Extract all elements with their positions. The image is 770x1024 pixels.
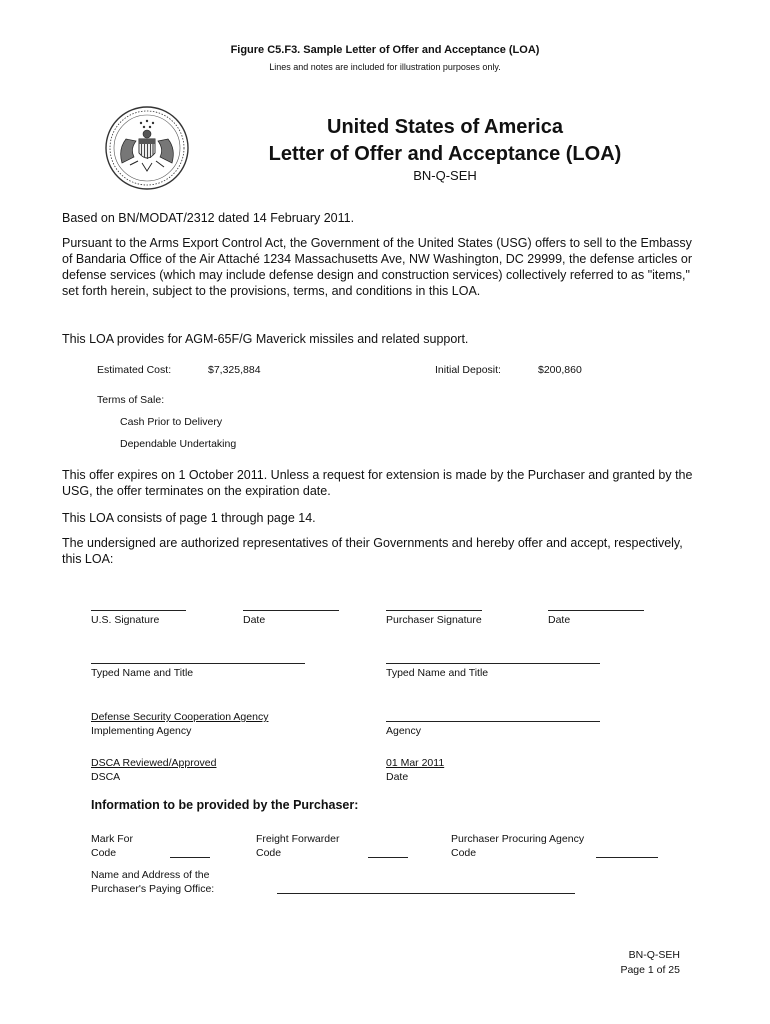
figure-caption: Figure C5.F3. Sample Letter of Offer and Acceptance (LOA) — [230, 44, 540, 56]
estimated-cost-label: Estimated Cost: — [97, 364, 172, 376]
paying-office-label-2: Purchaser's Paying Office: — [91, 883, 215, 895]
implementing-agency-label: Implementing Agency — [91, 725, 192, 737]
terms-item: Cash Prior to Delivery — [120, 416, 223, 428]
offer-expires-paragraph: This offer expires on 1 October 2011. Unless a request for extension is made by the Purchaser and granted by the USG, the offer terminates on the expiration date. — [62, 468, 693, 498]
date-line-2[interactable] — [548, 610, 644, 611]
date-label-1: Date — [243, 614, 266, 626]
us-signature-label: U.S. Signature — [91, 614, 160, 626]
case-id: BN-Q-SEH — [413, 168, 477, 183]
pages-text: This LOA consists of page 1 through page 14. — [62, 511, 316, 525]
initial-deposit-label: Initial Deposit: — [435, 364, 501, 376]
purchaser-signature-line[interactable] — [386, 610, 482, 611]
approved-date: 01 Mar 2011 — [386, 757, 445, 769]
purchaser-signature-label: Purchaser Signature — [386, 614, 482, 626]
terms-item: Dependable Undertaking — [120, 438, 237, 450]
agency-name: Defense Security Cooperation Agency — [91, 711, 269, 723]
agency-line-right[interactable] — [386, 721, 600, 722]
procuring-code-label: Code — [451, 847, 477, 859]
typed-name-line-right[interactable] — [386, 663, 600, 664]
freight-forwarder-label: Freight Forwarder — [256, 833, 340, 845]
paying-office-line[interactable] — [277, 893, 575, 894]
mark-for-code-label: Code — [91, 847, 117, 859]
initial-deposit-value: $200,860 — [538, 364, 582, 376]
title-line-2: Letter of Offer and Acceptance (LOA) — [268, 143, 622, 165]
estimated-cost-value: $7,325,884 — [208, 364, 261, 376]
procuring-code-line[interactable] — [596, 857, 658, 858]
typed-name-label-right: Typed Name and Title — [386, 667, 489, 679]
purchaser-info-heading: Information to be provided by the Purchaser: — [91, 798, 359, 812]
dsca-label: DSCA — [91, 771, 121, 783]
agency-label-right: Agency — [386, 725, 422, 737]
footer-page-number: Page 1 of 25 — [620, 964, 680, 976]
typed-name-line-left[interactable] — [91, 663, 305, 664]
dsca-reviewed: DSCA Reviewed/Approved — [91, 757, 217, 769]
great-seal-eagle-icon — [104, 105, 190, 191]
date-line-1[interactable] — [243, 610, 339, 611]
terms-of-sale-label: Terms of Sale: — [97, 394, 165, 406]
date-label-2: Date — [548, 614, 571, 626]
footer-case-id: BN-Q-SEH — [628, 949, 680, 961]
pursuant-paragraph: Pursuant to the Arms Export Control Act, the Government of the United States (USG) offers to sell to the Embassy of Bandaria Office of the Air Attaché 1234 Massachusetts Ave, NW Washington, DC 29999, the defense articles or defense services (which may include defense design and construction services) collectively referred to as "items," set forth herein, subject to the provisions, terms, and conditions in this LOA. — [62, 236, 692, 298]
based-on-text: Based on BN/MODAT/2312 dated 14 February 2011. — [62, 211, 355, 225]
freight-code-line[interactable] — [368, 857, 408, 858]
mark-for-code-line[interactable] — [170, 857, 210, 858]
procuring-agency-label: Purchaser Procuring Agency — [451, 833, 585, 845]
us-signature-line[interactable] — [91, 610, 186, 611]
figure-note: Lines and notes are included for illustration purposes only. — [269, 62, 501, 72]
date-label-3: Date — [386, 771, 409, 783]
provides-text: This LOA provides for AGM-65F/G Maverick missiles and related support. — [62, 332, 469, 346]
freight-code-label: Code — [256, 847, 282, 859]
title-line-1: United States of America — [327, 116, 563, 138]
paying-office-label-1: Name and Address of the — [91, 869, 210, 881]
undersigned-paragraph: The undersigned are authorized representatives of their Governments and hereby offer and accept, respectively, this LOA: — [62, 536, 683, 566]
mark-for-label: Mark For — [91, 833, 133, 845]
typed-name-label-left: Typed Name and Title — [91, 667, 194, 679]
